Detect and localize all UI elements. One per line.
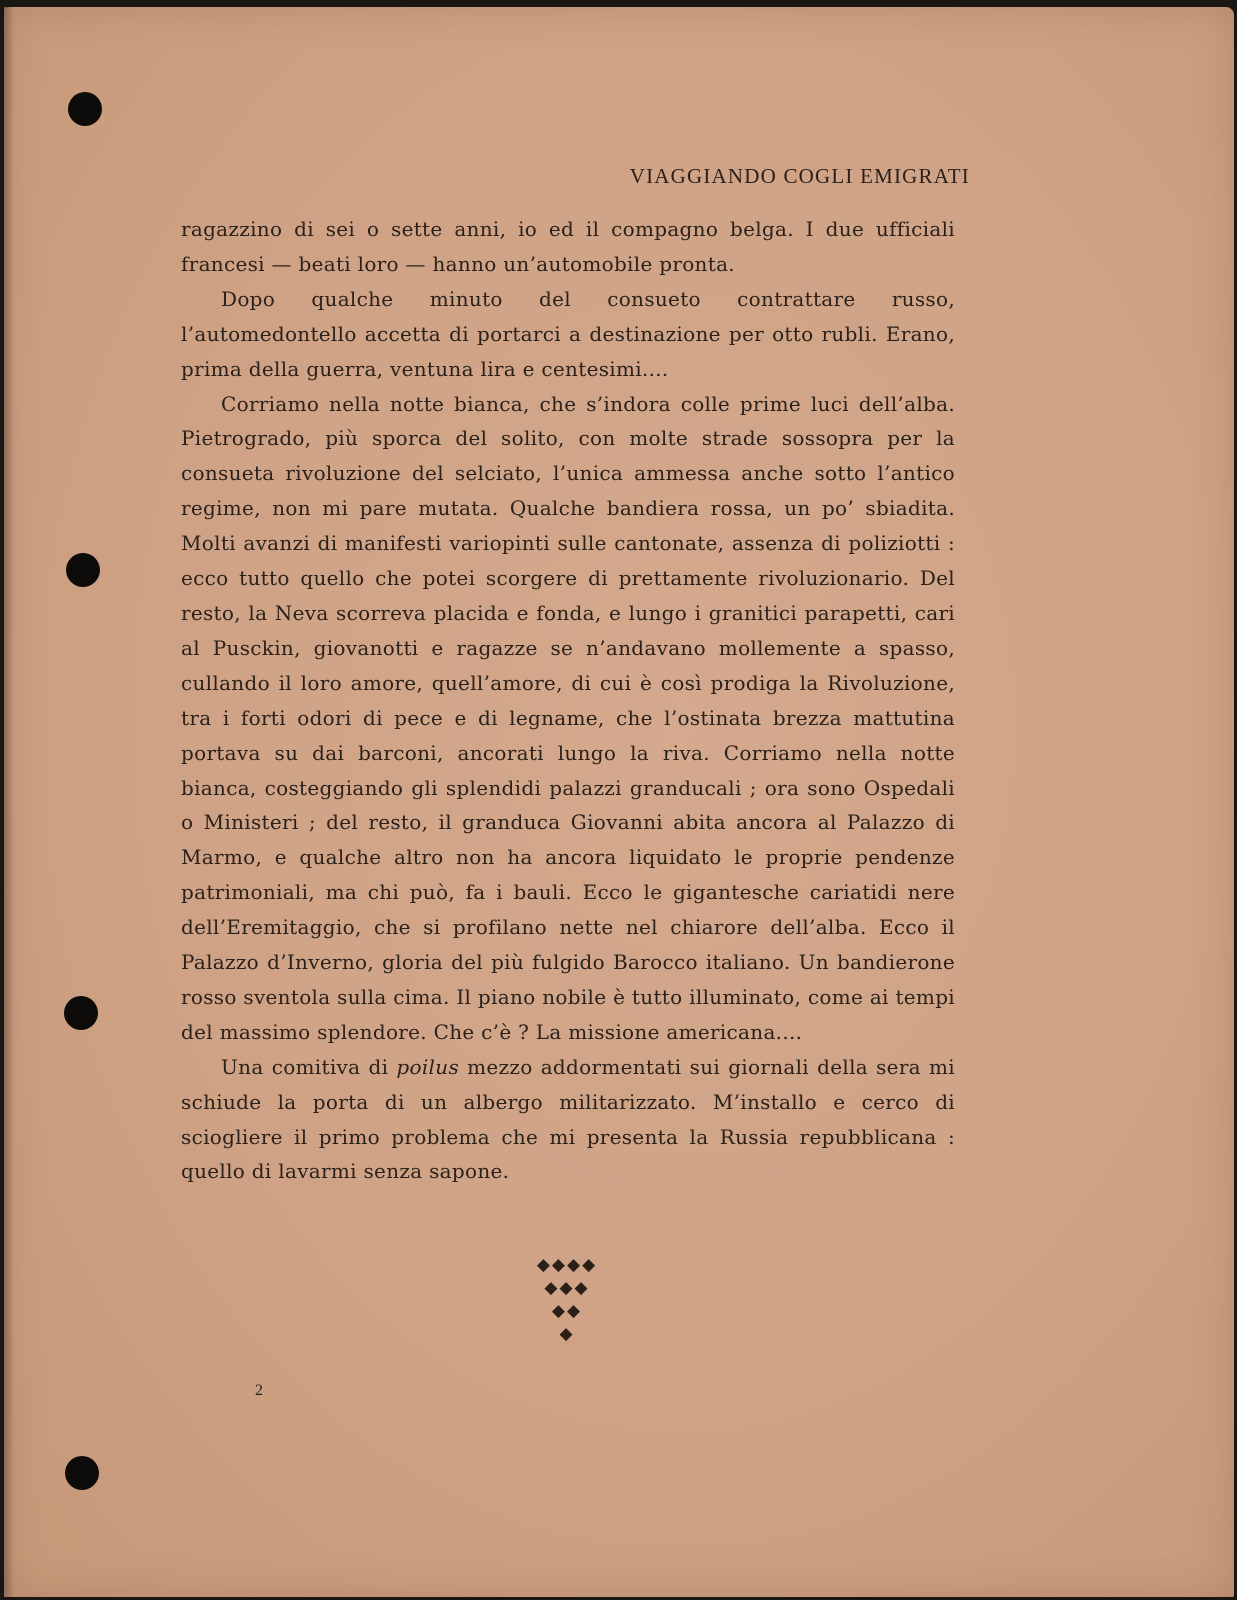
paragraph-1: ragazzino di sei o sette anni, io ed il compagno belga. I due ufficiali francesi — beati loro — hanno un’automobile pronta. (181, 217, 955, 276)
binder-hole-2 (66, 553, 100, 587)
page-number: 2 (255, 1382, 263, 1399)
ornament-row-2: ◆◆◆ (544, 1278, 590, 1298)
diamond-ornament (522, 1254, 612, 1346)
paragraph-4 (181, 1050, 955, 1190)
ornament-row-4: ◆ (559, 1324, 575, 1344)
paragraph-4-end: mezzo addormentati sui giornali della sera mi schiude la porta di un albergo militarizzato. M’installo e cerco di sciogliere il primo problema che mi presenta la Russia repubblicana : quello di lavarmi senza sapone. (181, 1054, 955, 1184)
binder-hole-4 (65, 1456, 99, 1490)
body-text (181, 212, 955, 1189)
page-edge-shadow (4, 7, 14, 1597)
ornament-row-1: ◆◆◆◆ (536, 1255, 598, 1275)
paragraph-3: Corriamo nella notte bianca, che s’indora colle prime luci dell’alba. Pietrogrado, più sporca del solito, con molte strade sossopra per la consueta rivoluzione del selciato, l’unica ammessa anche sotto l’antico regime, non mi pare mutata. Qualche bandiera rossa, un po’ sbiadita. Molti avanzi di manifesti variopinti sulle cantonate, assenza di poliziotti : ecco tutto quello che potei scorgere di prettamente rivoluzionario. Del resto, la Neva scorreva placida e fonda, e lungo i granitici parapetti, cari al Pusckin, giovanotti e ragazze se n’andavano mollemente a spasso, cullando il loro amore, quell’amore, di cui è così prodiga la Rivoluzione, tra i forti odori di pece e di legname, che l’ostinata brezza mattutina portava su dai barconi, ancorati lungo la riva. Corriamo nella notte bianca, costeggiando gli splendidi palazzi granducali ; ora sono Ospedali o Ministeri ; del resto, il granduca Giovanni abita ancora al Palazzo di Marmo, e qualche altro non ha ancora liquidato le proprie pendenze patrimoniali, ma chi può, fa i bauli. Ecco le gigantesche cariatidi nere dell’Eremitaggio, che si profilano nette nel chiarore dell’alba. Ecco il Palazzo d’Inverno, gloria del più fulgido Barocco italiano. Un bandierone rosso sventola sulla cima. Il piano nobile è tutto illuminato, come ai tempi del massimo splendore. Che c’è ? La missione americana.... (181, 391, 955, 1044)
paragraph-2: Dopo qualche minuto del consueto contrattare russo, l’automedontello accetta di portarci a destinazione per otto rubli. Erano, prima della guerra, ventuna lira e centesimi.... (181, 286, 955, 381)
book-page (4, 7, 1234, 1597)
italic-word-poilus: poilus (396, 1054, 460, 1079)
ornament-row-3: ◆◆ (551, 1301, 583, 1321)
paragraph-4-start: Una comitiva di (221, 1054, 397, 1079)
running-title: VIAGGIANDO COGLI EMIGRATI (629, 164, 970, 188)
binder-hole-1 (68, 92, 102, 126)
binder-hole-3 (64, 996, 98, 1030)
